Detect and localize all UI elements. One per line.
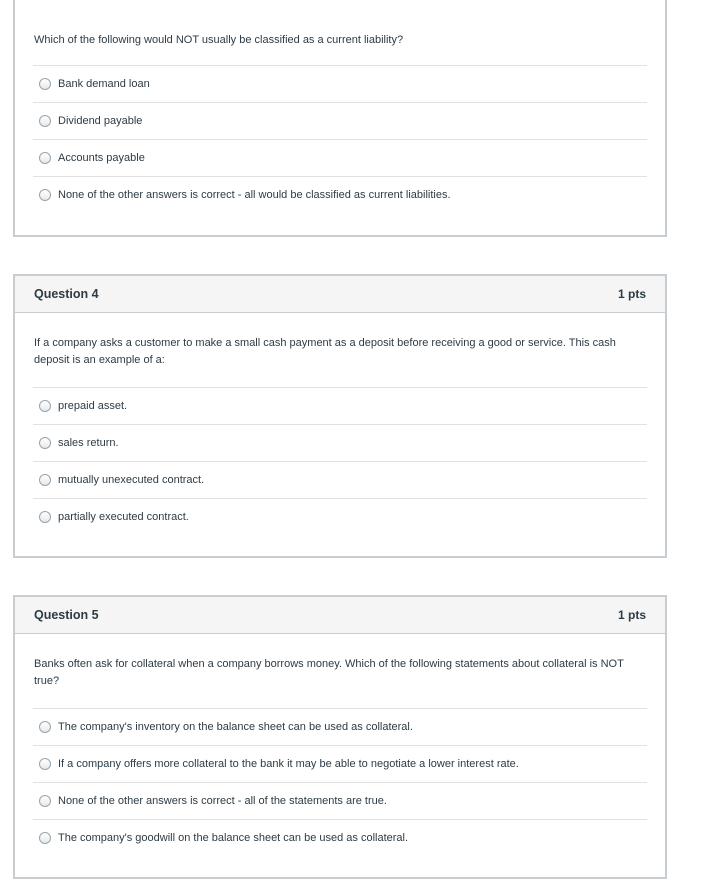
radio-button[interactable] [39,721,51,733]
radio-button[interactable] [39,400,51,412]
answer-option[interactable] [33,139,647,176]
question-text: If a company asks a customer to make a small cash payment as a deposit before receiving a good or service. This cash deposit is an example of a: [34,337,616,366]
answer-label: mutually unexecuted contract. [58,474,205,486]
question-points: 1 pts [617,608,646,622]
answer-label: Bank demand loan [58,78,150,90]
answer-label: Dividend payable [58,115,143,127]
answer-option[interactable] [33,819,647,856]
answer-label: prepaid asset. [58,400,128,412]
radio-button[interactable] [39,189,51,201]
answer-list [33,65,647,213]
radio-button[interactable] [39,78,51,90]
question-text: Banks often ask for collateral when a company borrows money. Which of the following statements about collateral is NOT true? [34,658,624,687]
answer-option[interactable] [33,745,647,782]
answer-list [33,387,647,535]
question-text: Which of the following would NOT usually be classified as a current liability? [34,34,404,46]
answer-option[interactable] [33,782,647,819]
radio-button[interactable] [39,511,51,523]
question-header [15,597,665,634]
question-card-3 [13,0,667,237]
question-card-4 [13,274,667,558]
radio-button[interactable] [39,795,51,807]
answer-label: None of the other answers is correct - all would be classified as current liabilities. [58,189,451,201]
answer-label: None of the other answers is correct - all of the statements are true. [58,795,387,807]
radio-button[interactable] [39,832,51,844]
answer-option[interactable] [33,102,647,139]
question-card-5 [13,595,667,879]
answer-label: The company's goodwill on the balance sheet can be used as collateral. [58,832,409,844]
answer-option[interactable] [33,498,647,535]
answer-option[interactable] [33,176,647,213]
question-title: Question 5 [34,608,99,622]
answer-label: sales return. [58,437,119,449]
answer-label: partially executed contract. [58,511,189,523]
radio-button[interactable] [39,152,51,164]
radio-button[interactable] [39,115,51,127]
radio-button[interactable] [39,437,51,449]
answer-option[interactable] [33,387,647,424]
answer-label: The company's inventory on the balance sheet can be used as collateral. [58,721,413,733]
radio-button[interactable] [39,474,51,486]
answer-list [33,708,647,856]
answer-option[interactable] [33,65,647,102]
question-header [15,276,665,313]
question-title: Question 4 [34,287,99,301]
answer-option[interactable] [33,708,647,745]
answer-option[interactable] [33,461,647,498]
answer-label: Accounts payable [58,152,145,164]
radio-button[interactable] [39,758,51,770]
question-points: 1 pts [617,287,646,301]
answer-option[interactable] [33,424,647,461]
answer-label: If a company offers more collateral to the bank it may be able to negotiate a lower interest rate. [58,758,519,770]
